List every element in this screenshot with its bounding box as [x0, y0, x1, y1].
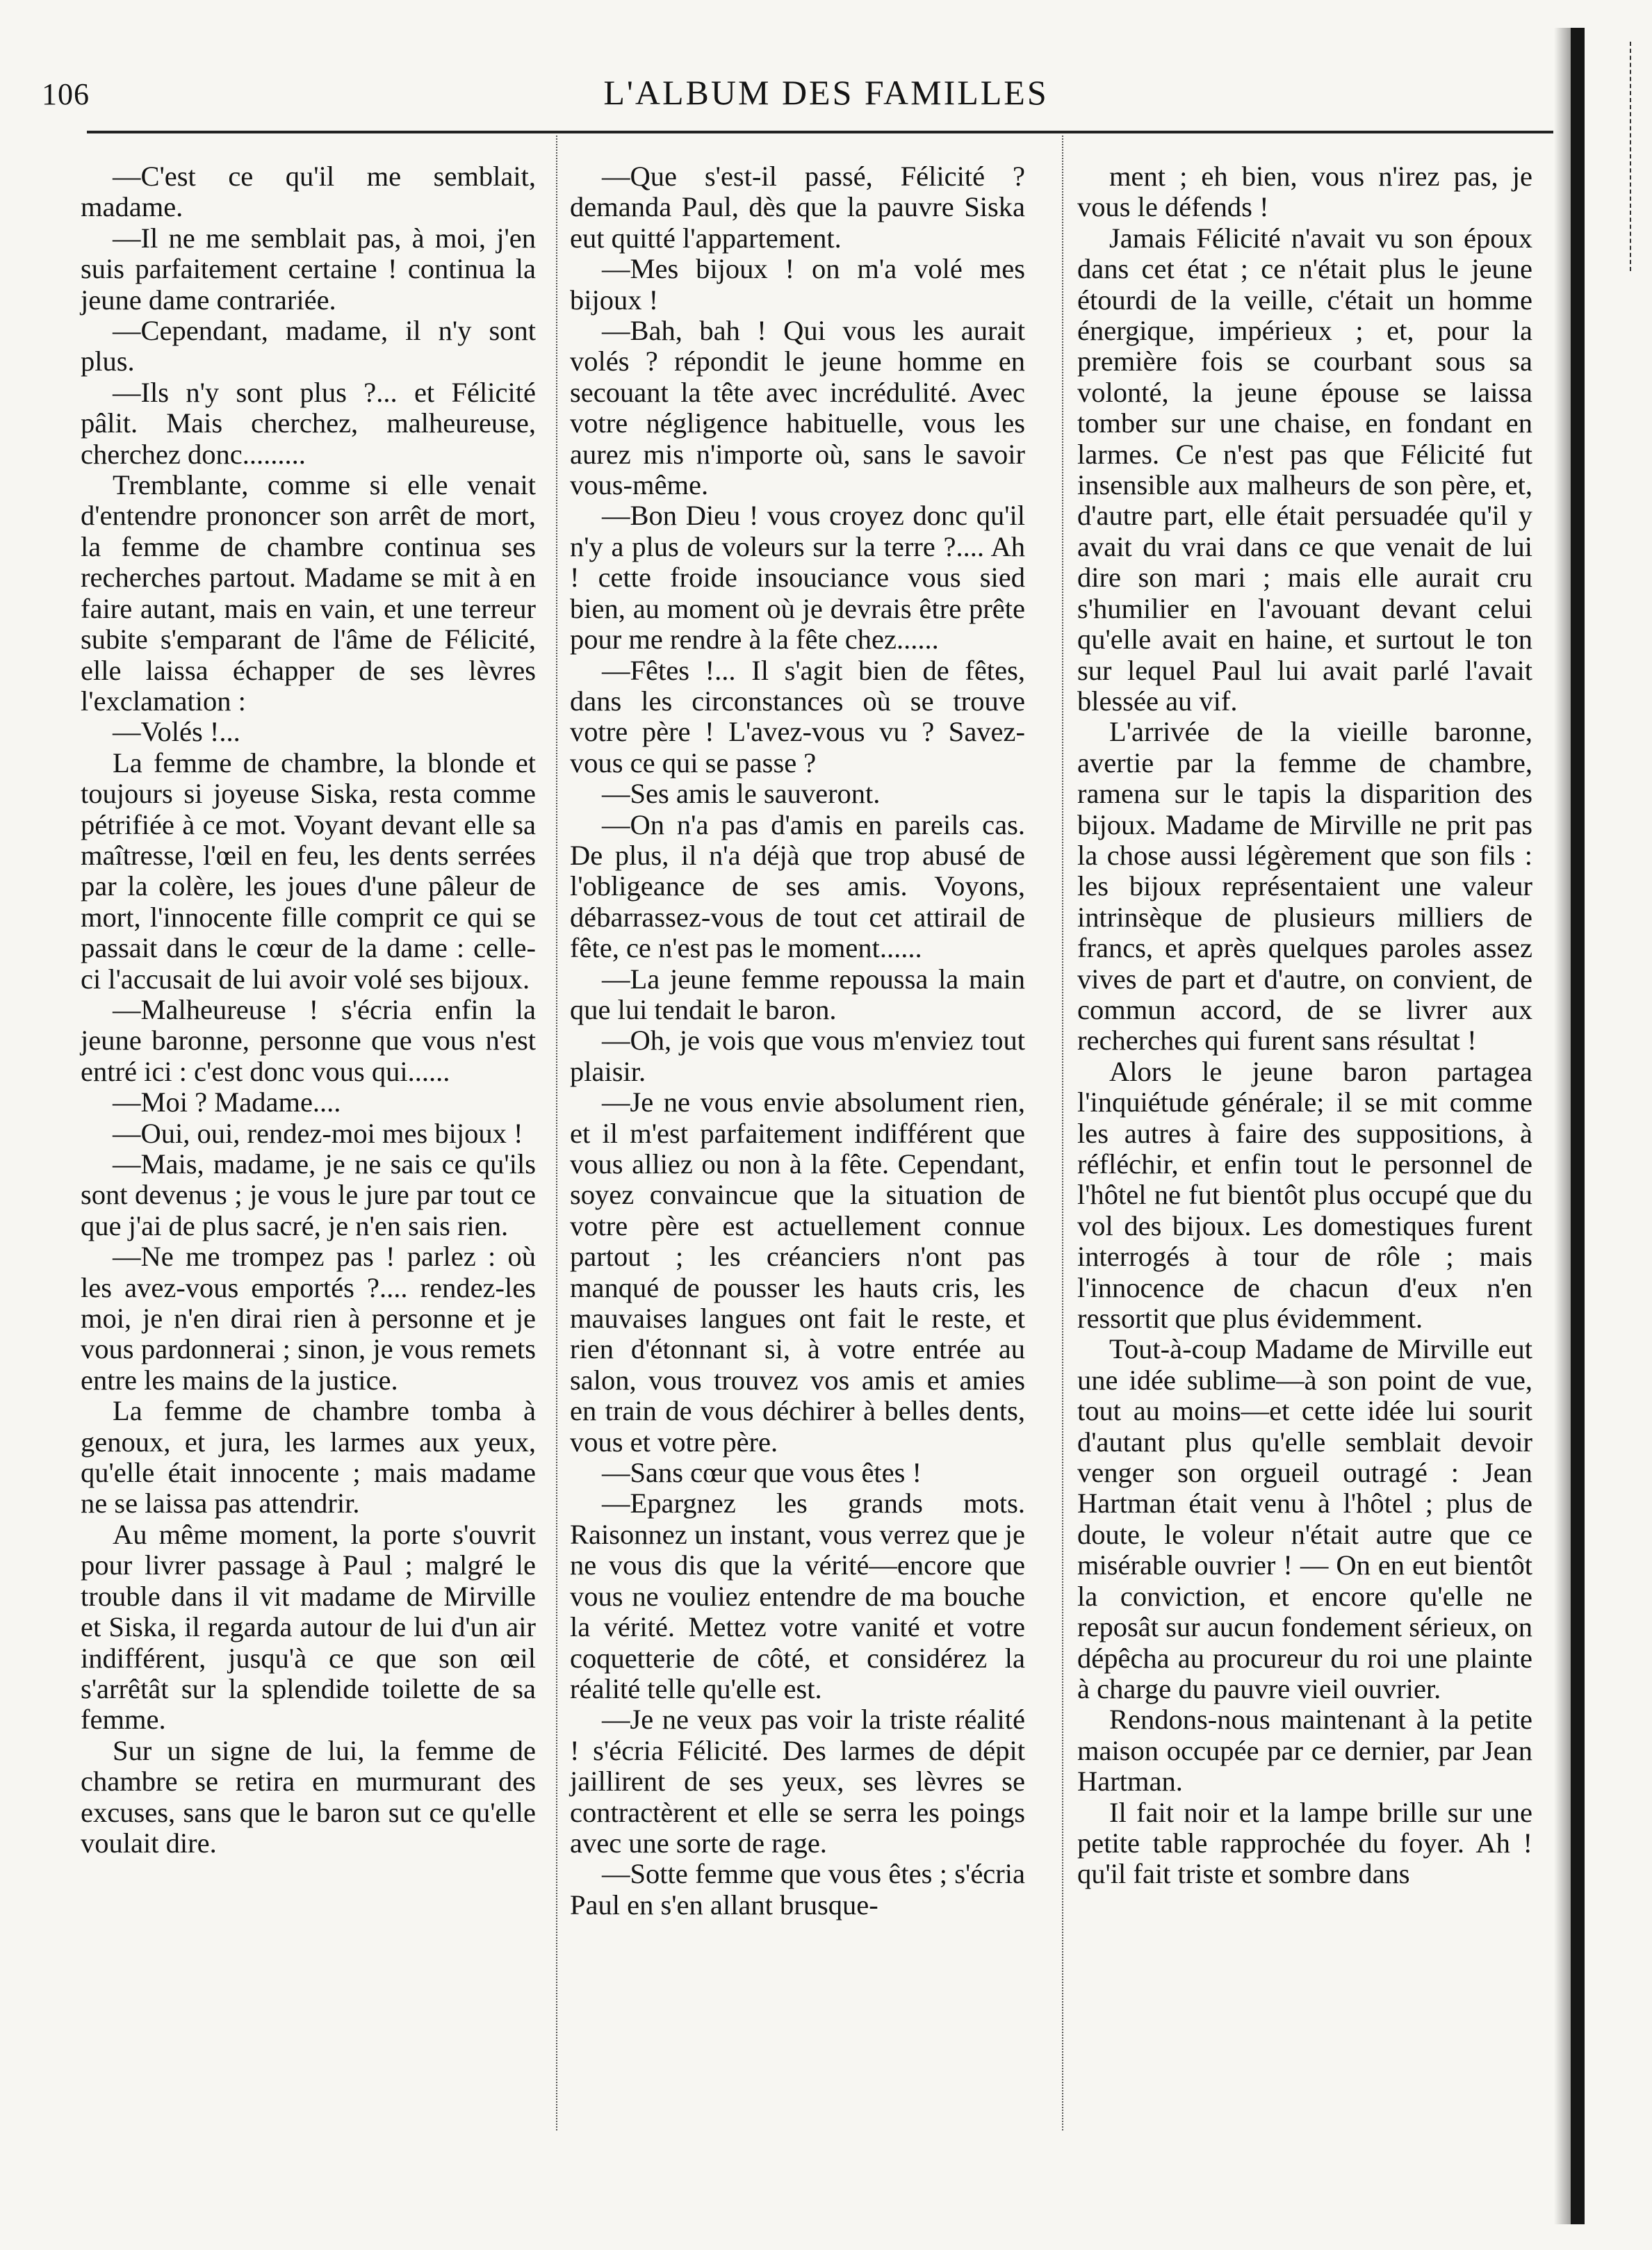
paragraph: —Il ne me semblait pas, à moi, j'en suis parfaitement certaine ! continua la jeune dame contrariée.	[81, 222, 536, 316]
paragraph: —Que s'est-il passé, Félicité ? demanda Paul, dès que la pauvre Siska eut quitté l'appartement.	[570, 161, 1025, 254]
binding-marks	[1630, 42, 1635, 271]
paragraph: —Malheureuse ! s'écria enfin la jeune baronne, personne que vous n'est entré ici : c'est donc vous qui......	[81, 993, 536, 1087]
header-rule	[87, 131, 1553, 133]
paragraph: —Sotte femme que vous êtes ; s'écria Paul en s'en allant brusque-	[570, 1858, 1025, 1921]
binding-edge	[1571, 28, 1585, 2224]
paragraph: Au même moment, la porte s'ouvrit pour livrer passage à Paul ; malgré le trouble dans il vit madame de Mirville et Siska, il regarda autour de lui d'un air indifférent, jusqu'à ce que son œil s'arrêtât sur la splendide toilette de sa femme.	[81, 1518, 536, 1736]
paragraph: —C'est ce qu'il me semblait, madame.	[81, 161, 536, 223]
page-number: 106	[42, 77, 90, 111]
paragraph: Sur un signe de lui, la femme de chambre se retira en murmurant des excuses, sans que le baron sut ce qu'elle voulait dire.	[81, 1734, 536, 1859]
paragraph: —Moi ? Madame....	[113, 1086, 341, 1118]
paragraph: Jamais Félicité n'avait vu son époux dans cet état ; ce n'était plus le jeune étourdi de la veille, c'était un homme énergique, impérieux ; et, pour la première fois se courbant sous sa volonté, la jeune épouse se laissa tomber sur une chaise, en fondant en larmes. Ce n'est pas que Félicité fut insensible aux malheurs de son père, et, d'autre part, elle était persuadée qu'il y avait du vrai dans ce que venait de lui dire son mari ; mais elle aurait cru s'humilier en l'avouant devant celui qu'elle avait en haine, et surtout le ton sur lequel Paul lui avait parlé l'avait blessée au vif.	[1077, 222, 1532, 717]
paragraph: La femme de chambre, la blonde et toujours si joyeuse Siska, resta comme pétrifiée à ce mot. Voyant devant elle sa maîtresse, l'œil en feu, les dents serrées par la colère, les joues d'une pâleur de mort, l'innocente fille comprit ce qui se passait dans le cœur de la dame : celle-ci l'accusait de lui avoir volé ses bijoux.	[81, 747, 536, 995]
paragraph: —Sans cœur que vous êtes !	[602, 1457, 922, 1489]
paragraph: —Mes bijoux ! on m'a volé mes bijoux !	[570, 253, 1025, 316]
paragraph: —La jeune femme repoussa la main que lui tendait le baron.	[570, 963, 1025, 1025]
paragraph: —Epargnez les grands mots. Raisonnez un instant, vous verrez que je ne vous dis que la vérité—encore que vous ne vouliez entendre de ma bouche la vérité. Mettez votre vanité et votre coquetterie de côté, et considérez la réalité telle qu'elle est.	[570, 1487, 1025, 1704]
paragraph: —Ses amis le sauveront.	[602, 778, 881, 810]
running-title: L'ALBUM DES FAMILLES	[603, 73, 1049, 112]
paragraph: —Volés !...	[113, 716, 240, 748]
paragraph: Alors le jeune baron partagea l'inquiétude générale; il se mit comme les autres à faire des suppositions, à réfléchir, et enfin tout le personnel de l'hôtel ne fut bientôt plus occupé que du vol des bijoux. Les domestiques furent interrogés à tour de rôle ; mais l'innocence de chacun d'eux n'en ressortit que plus évidemment.	[1077, 1055, 1532, 1335]
paragraph: —On n'a pas d'amis en pareils cas. De plus, il n'a déjà que trop abusé de l'obligeance de ses amis. Voyons, débarrassez-vous de tout cet attirail de fête, ce n'est pas le moment......	[570, 808, 1025, 964]
paragraph: ment ; eh bien, vous n'irez pas, je vous le défends !	[1077, 161, 1532, 223]
paragraph: —Fêtes !... Il s'agit bien de fêtes, dans les circonstances où se trouve votre père ! L'avez-vous vu ? Savez-vous ce qui se passe ?	[570, 654, 1025, 778]
paragraph: —Mais, madame, je ne sais ce qu'ils sont devenus ; je vous le jure par tout ce que j'ai de plus sacré, je n'en sais rien.	[81, 1148, 536, 1241]
paragraph: —Je ne vous envie absolument rien, et il m'est parfaitement indifférent que vous alliez ou non à la fête. Cependant, soyez convaincue que la situation de votre père est actuellement connue partout ; les créanciers n'ont pas manqué de pousser les hauts cris, les mauvaises langues ont fait le reste, et rien d'étonnant si, à votre entrée au salon, vous trouvez vos amis et amies en train de vous déchirer à belles dents, vous et votre père.	[570, 1086, 1025, 1458]
paragraph: —Je ne veux pas voir la triste réalité ! s'écria Félicité. Des larmes de dépit jaillirent de ses yeux, ses lèvres se contractèrent et elle se serra les poings avec une sorte de rage.	[570, 1704, 1025, 1859]
paragraph: Rendons-nous maintenant à la petite maison occupée par ce dernier, par Jean Hartman.	[1077, 1704, 1532, 1797]
text-column-3	[1077, 161, 1532, 1890]
paragraph: Il fait noir et la lampe brille sur une petite table rapprochée du foyer. Ah ! qu'il fait triste et sombre dans	[1077, 1796, 1532, 1890]
paragraph: —Ne me trompez pas ! parlez : où les avez-vous emportés ?.... rendez-les moi, je n'en dirai rien à personne et je vous pardonnerai ; sinon, je vous remets entre les mains de la justice.	[81, 1241, 536, 1396]
text-column-2	[570, 161, 1025, 1921]
binding-shadow	[1554, 28, 1571, 2224]
text-column-1	[81, 161, 536, 1859]
paragraph: L'arrivée de la vieille baronne, avertie par la femme de chambre, ramena sur le tapis la disparition des bijoux. Madame de Mirville ne prit pas la chose aussi légèrement que son fils : les bijoux représentaient une valeur intrinsèque de plusieurs milliers de francs, et après quelques paroles assez vives de part et d'autre, on convient, de commun accord, de se livrer aux recherches qui furent sans résultat !	[1077, 716, 1532, 1057]
paragraph: —Bah, bah ! Qui vous les aurait volés ? répondit le jeune homme en secouant la tête avec incrédulité. Avec votre négligence habituelle, vous les aurez mis n'importe où, sans le savoir vous-même.	[570, 315, 1025, 501]
paragraph: —Oui, oui, rendez-moi mes bijoux !	[113, 1117, 523, 1149]
column-divider	[1062, 136, 1063, 2130]
column-divider	[556, 136, 557, 2130]
paragraph: —Oh, je vois que vous m'enviez tout plaisir.	[570, 1025, 1025, 1087]
paragraph: Tremblante, comme si elle venait d'entendre prononcer son arrêt de mort, la femme de chambre continua ses recherches partout. Madame se mit à en faire autant, mais en vain, et une terreur subite s'emparant de l'âme de Félicité, elle laissa échapper de ses lèvres l'exclamation :	[81, 469, 536, 717]
paragraph: —Cependant, madame, il n'y sont plus.	[81, 315, 536, 377]
paragraph: —Ils n'y sont plus ?... et Félicité pâlit. Mais cherchez, malheureuse, cherchez donc.........	[81, 376, 536, 470]
paragraph: Tout-à-coup Madame de Mirville eut une idée sublime—à son point de vue, tout au moins—et cette idée lui sourit d'autant plus qu'elle semblait devoir venger son orgueil outragé : Jean Hartman était venu à l'hôtel ; plus de doute, le voleur n'était autre que ce misérable ouvrier ! — On en eut bientôt la conviction, et encore qu'elle ne reposât sur aucun fondement sérieux, on dépêcha au procureur du roi une plainte à charge du pauvre vieil ouvrier.	[1077, 1333, 1532, 1704]
paragraph: —Bon Dieu ! vous croyez donc qu'il n'y a plus de voleurs sur la terre ?.... Ah ! cette froide insouciance vous sied bien, au moment où je devrais être prête pour me rendre à la fête chez......	[570, 500, 1025, 655]
paragraph: La femme de chambre tomba à genoux, et jura, les larmes aux yeux, qu'elle était innocente ; mais madame ne se laissa pas attendrir.	[81, 1395, 536, 1519]
